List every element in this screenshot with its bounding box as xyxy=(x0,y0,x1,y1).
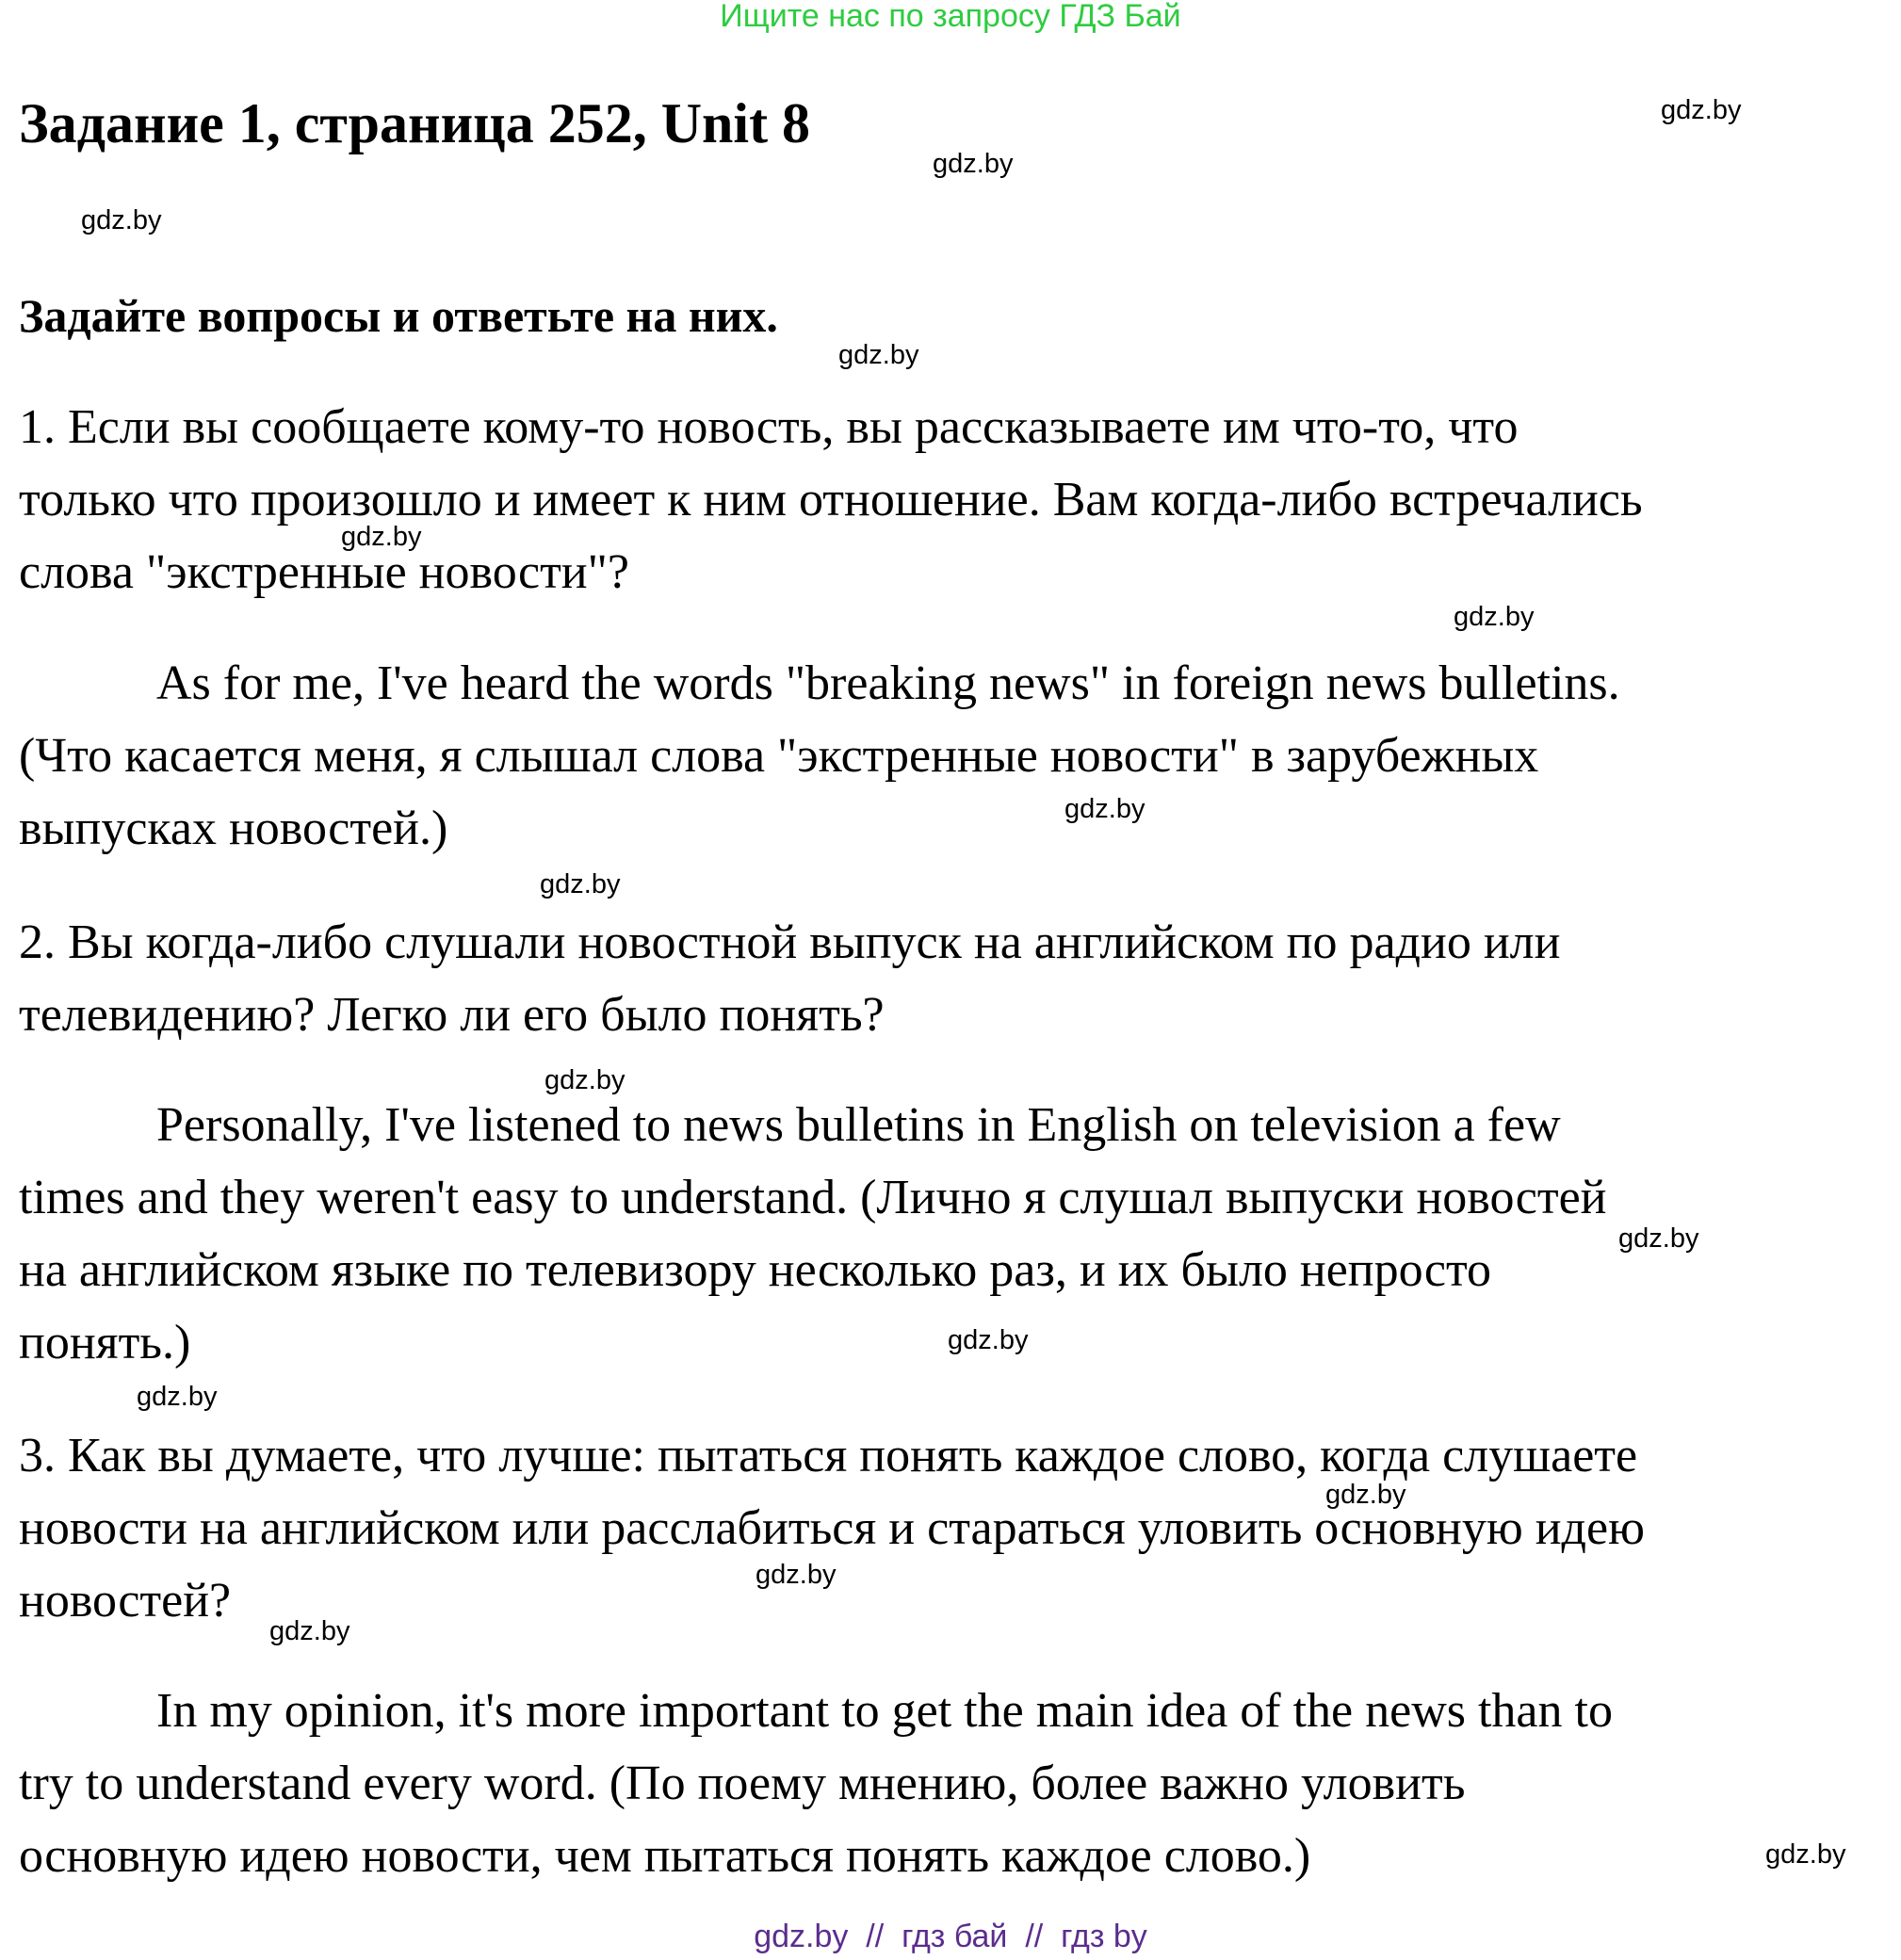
watermark: gdz.by xyxy=(948,1325,1029,1355)
question-2-line-1: 2. Вы когда-либо слушали новостной выпуск на английском по радио или xyxy=(19,915,1561,969)
answer-1-line-1: As for me, I've heard the words "breaking news" in foreign news bulletins. xyxy=(156,656,1620,710)
answer-1-line-2: (Что касается меня, я слышал слова "экстренные новости" в зарубежных xyxy=(19,729,1539,783)
question-1-line-2: только что произошло и имеет к ним отношение. Вам когда-либо встречались xyxy=(19,473,1643,526)
answer-2-line-3: на английском языке по телевизору несколько раз, и их было непросто xyxy=(19,1243,1492,1297)
watermark: gdz.by xyxy=(756,1560,837,1590)
watermark: gdz.by xyxy=(838,340,919,370)
answer-3-line-1: In my opinion, it's more important to get the main idea of the news than to xyxy=(156,1684,1613,1738)
question-3-line-3: новостей? xyxy=(19,1574,232,1628)
answer-1-line-3: выпусках новостей.) xyxy=(19,802,448,855)
answer-2-line-2: times and they weren't easy to understand. (Лично я слушал выпуски новостей xyxy=(19,1171,1607,1224)
question-3-line-2: новости на английском или расслабиться и стараться уловить основную идею xyxy=(19,1501,1645,1555)
question-3-line-1: 3. Как вы думаете, что лучше: пытаться понять каждое слово, когда слушаете xyxy=(19,1429,1638,1482)
footer-links: gdz.by // гдз бай // гдз by xyxy=(754,1919,1147,1954)
watermark: gdz.by xyxy=(269,1616,350,1646)
watermark: gdz.by xyxy=(341,522,422,552)
task-instruction: Задайте вопросы и ответьте на них. xyxy=(19,289,778,342)
watermark: gdz.by xyxy=(540,869,621,899)
watermark: gdz.by xyxy=(1661,95,1742,125)
watermark: gdz.by xyxy=(1618,1223,1699,1254)
watermark: gdz.by xyxy=(1325,1480,1406,1510)
answer-3-line-3: основную идею новости, чем пытаться понять каждое слово.) xyxy=(19,1829,1311,1883)
watermark: gdz.by xyxy=(933,149,1014,179)
watermark: gdz.by xyxy=(1454,602,1535,632)
question-1-line-3: слова "экстренные новости"? xyxy=(19,545,629,599)
search-banner: Ищите нас по запросу ГДЗ Бай xyxy=(720,0,1181,34)
question-1-line-1: 1. Если вы сообщаете кому-то новость, вы рассказываете им что-то, что xyxy=(19,400,1519,454)
watermark: gdz.by xyxy=(544,1065,626,1095)
page-title: Задание 1, страница 252, Unit 8 xyxy=(19,92,811,154)
watermark: gdz.by xyxy=(137,1382,218,1412)
answer-3-line-2: try to understand every word. (По поему мнению, более важно уловить xyxy=(19,1757,1466,1810)
watermark: gdz.by xyxy=(1765,1839,1846,1870)
question-2-line-2: телевидению? Легко ли его было понять? xyxy=(19,988,885,1042)
answer-2-line-4: понять.) xyxy=(19,1316,191,1369)
watermark: gdz.by xyxy=(81,205,162,235)
watermark: gdz.by xyxy=(1064,794,1145,824)
answer-2-line-1: Personally, I've listened to news bulletins in English on television a few xyxy=(156,1098,1561,1152)
